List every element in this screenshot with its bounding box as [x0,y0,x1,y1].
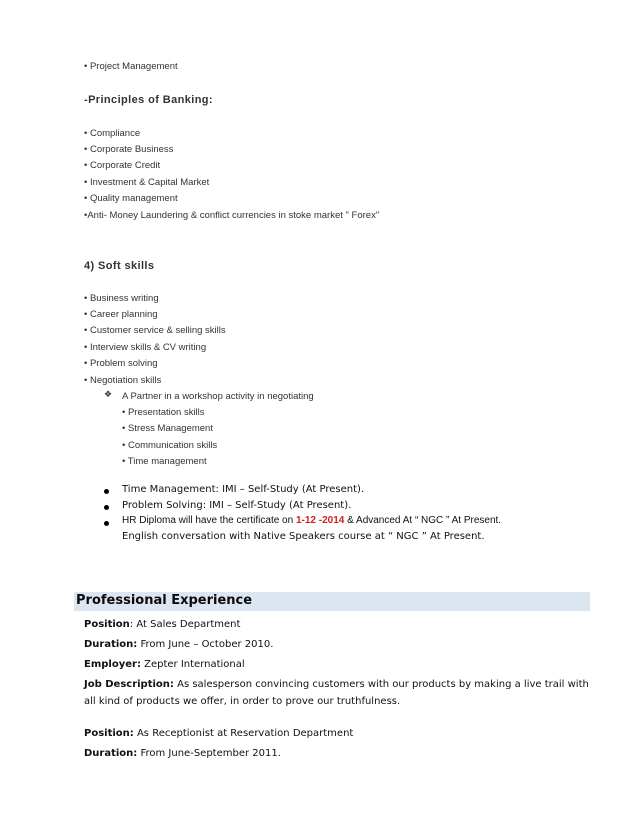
sub-skill-item: • Time management [122,456,207,467]
hr-diploma-line [122,515,501,526]
course-problem-solving: Problem Solving: IMI – Self-Study (At Present). [122,500,352,511]
soft-skill-item: • Interview skills & CV writing [84,342,207,353]
job-description-value: As salesperson convincing customers with our products by making a live trail with all kind of products we offer, in order to prove our truthfulness. [84,679,589,707]
sub-skill-item: • Communication skills [122,440,218,451]
job-description-label: Job Description: [84,679,174,690]
sub-skill-item: • Stress Management [122,423,213,434]
banking-heading: -Principles of Banking: [84,94,213,106]
duration-label: Duration: [84,639,138,650]
sub-skill-item: • Presentation skills [122,407,205,418]
soft-skill-item: • Career planning [84,309,158,320]
soft-skill-item: • Business writing [84,293,159,304]
job1-description [84,676,596,710]
duration-value: From June – October 2010. [137,639,274,650]
negotiation-workshop-text: A Partner in a workshop activity in negotiating [122,391,314,402]
course-time-management: Time Management: IMI – Self-Study (At Present). [122,484,365,495]
banking-item: •Anti- Money Laundering & conflict currencies in stoke market " Forex" [84,210,380,221]
job2-position [84,728,353,739]
job1-position [84,619,240,630]
duration-label: Duration: [84,748,138,759]
soft-skill-item: • Customer service & selling skills [84,325,226,336]
banking-item: • Corporate Credit [84,160,161,171]
english-course-text: English conversation with Native Speakers course at “ NGC ” At Present. [122,531,485,542]
job1-duration [84,639,273,650]
job1-employer [84,659,245,670]
banking-item: • Quality management [84,193,178,204]
bullet-icon [104,489,109,494]
professional-experience-heading: Professional Experience [76,593,253,608]
hr-diploma-text: HR Diploma will have the certificate on [122,515,296,526]
banking-item: • Corporate Business [84,144,174,155]
employer-label: Employer: [84,659,141,670]
soft-skill-item: • Problem solving [84,358,158,369]
ngc-advanced-text: & Advanced At “ NGC ” At Present. [344,515,502,526]
position-value: As Receptionist at Reservation Department [133,728,354,739]
position-label: Position [84,619,130,630]
employer-value: Zepter International [140,659,245,670]
soft-skill-item: • Negotiation skills [84,375,162,386]
bullet-icon [104,505,109,510]
duration-value: From June-September 2011. [137,748,281,759]
banking-item: • Compliance [84,128,141,139]
position-value: : At Sales Department [129,619,241,630]
diamond-bullet-icon: ❖ [104,390,113,400]
bullet-icon [104,521,109,526]
banking-item: • Investment & Capital Market [84,177,210,188]
soft-skills-heading: 4) Soft skills [84,260,155,272]
job2-duration [84,748,281,759]
certificate-date: 1-12 -2014 [295,515,345,526]
position-label: Position: [84,728,134,739]
skill-project-management: • Project Management [84,61,178,72]
